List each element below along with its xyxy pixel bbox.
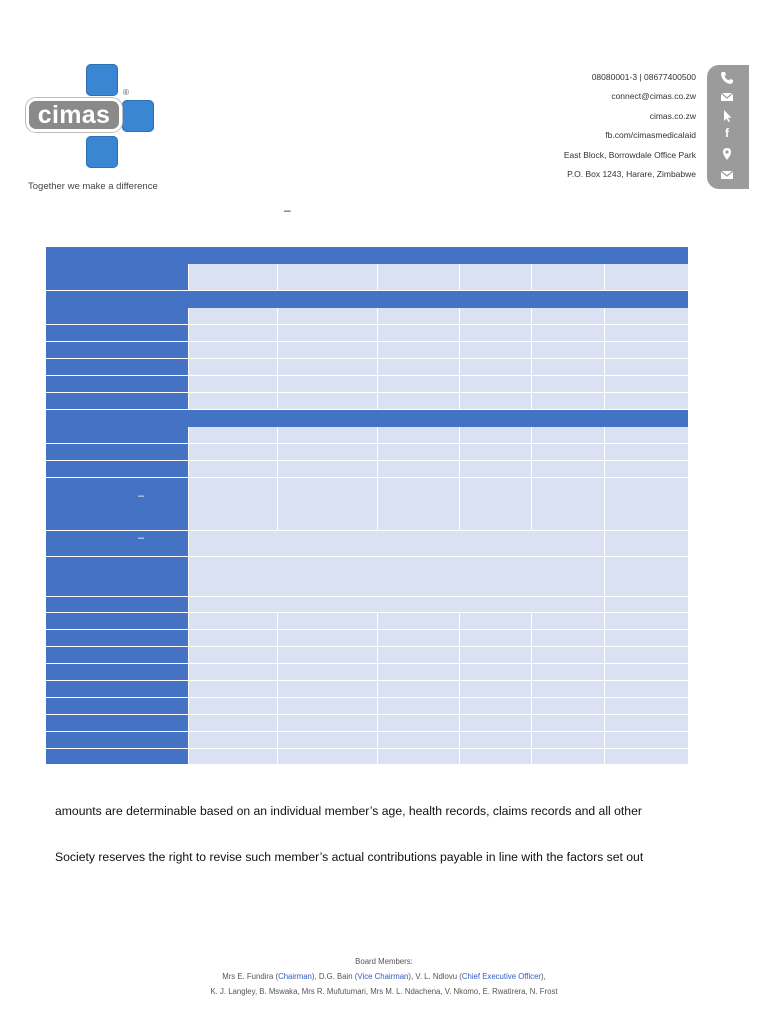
table-row	[46, 647, 688, 664]
row-label-cell	[46, 478, 188, 531]
table-row	[46, 478, 688, 531]
value-cell	[277, 461, 377, 478]
title-dash: –	[284, 203, 291, 217]
body-text-line-2: Society reserves the right to revise such member’s actual contributions payable in line with the factors set out	[55, 850, 644, 864]
value-cell	[377, 376, 459, 393]
value-cell	[531, 461, 604, 478]
value-cell	[604, 557, 688, 597]
value-cell	[188, 715, 277, 732]
value-cell	[188, 664, 277, 681]
value-cell	[188, 325, 277, 342]
value-cell	[277, 444, 377, 461]
value-cell	[377, 478, 459, 531]
value-cell	[531, 393, 604, 410]
value-cell	[531, 359, 604, 376]
contact-phone: 08080001-3 | 08677400500	[591, 72, 696, 82]
value-cell	[277, 630, 377, 647]
value-cell	[277, 715, 377, 732]
value-cell	[604, 325, 688, 342]
table-row	[46, 698, 688, 715]
value-cell	[188, 647, 277, 664]
value-cell	[531, 732, 604, 749]
value-cell	[377, 681, 459, 698]
value-cell	[188, 308, 277, 325]
value-cell	[531, 444, 604, 461]
row-label-cell	[46, 308, 188, 325]
value-cell	[459, 630, 531, 647]
table-row	[46, 613, 688, 630]
value-cell	[459, 342, 531, 359]
value-cell	[277, 427, 377, 444]
value-cell	[604, 376, 688, 393]
board-members-line-2: K. J. Langley, B. Mswaka, Mrs R. Mufutumari, Mrs M. L. Ndachena, V. Nkomo, E. Rwatirera, N. Frost	[210, 987, 558, 996]
contact-website: cimas.co.zw	[649, 110, 696, 121]
value-cell	[604, 393, 688, 410]
value-cell	[188, 264, 277, 291]
row-label-cell	[46, 715, 188, 732]
row-label-cell	[46, 393, 188, 410]
table-row	[46, 597, 688, 613]
row-label-cell	[46, 749, 188, 765]
table-section-header	[46, 291, 688, 308]
value-cell	[604, 664, 688, 681]
value-cell	[277, 664, 377, 681]
row-label-cell	[46, 325, 188, 342]
row-label-cell	[46, 264, 188, 291]
value-cell	[459, 264, 531, 291]
table-row	[46, 308, 688, 325]
value-cell	[531, 325, 604, 342]
role-ceo: Chief Executive Officer	[461, 972, 542, 981]
value-cell	[604, 613, 688, 630]
table-row	[46, 531, 688, 557]
location-icon	[720, 147, 734, 161]
value-cell	[459, 444, 531, 461]
row-label-cell	[46, 359, 188, 376]
value-cell	[459, 393, 531, 410]
row-label-cell	[46, 630, 188, 647]
contact-details	[436, 70, 696, 186]
value-cell	[277, 647, 377, 664]
value-cell	[459, 613, 531, 630]
row-label-cell	[46, 613, 188, 630]
value-cell	[277, 478, 377, 531]
value-cell	[604, 342, 688, 359]
value-cell	[377, 264, 459, 291]
table-row	[46, 264, 688, 291]
value-cell	[188, 531, 604, 557]
row-label-cell	[46, 444, 188, 461]
value-cell	[277, 613, 377, 630]
value-cell	[277, 359, 377, 376]
table-row	[46, 342, 688, 359]
value-cell	[188, 444, 277, 461]
row-label-cell	[46, 597, 188, 613]
value-cell	[459, 715, 531, 732]
value-cell	[277, 376, 377, 393]
contact-po-box: P.O. Box 1243, Harare, Zimbabwe	[567, 168, 696, 179]
row-label-cell	[46, 531, 188, 557]
table-row	[46, 444, 688, 461]
value-cell	[188, 681, 277, 698]
value-cell	[188, 342, 277, 359]
value-cell	[459, 664, 531, 681]
value-cell	[377, 308, 459, 325]
role-chairman: Chairman	[278, 972, 312, 981]
value-cell	[604, 647, 688, 664]
contribution-table	[46, 247, 688, 765]
table-row	[46, 749, 688, 765]
value-cell	[188, 597, 604, 613]
value-cell	[459, 681, 531, 698]
table-row	[46, 664, 688, 681]
value-cell	[531, 647, 604, 664]
body-text-line-1: amounts are determinable based on an individual member’s age, health records, claims records and all other	[55, 804, 642, 818]
value-cell	[531, 664, 604, 681]
contact-facebook: fb.com/cimasmedicalaid	[605, 130, 696, 141]
value-cell	[531, 715, 604, 732]
value-cell	[604, 531, 688, 557]
value-cell	[604, 698, 688, 715]
board-members-line-1	[0, 972, 768, 981]
value-cell	[277, 308, 377, 325]
value-cell	[377, 647, 459, 664]
value-cell	[604, 444, 688, 461]
value-cell	[188, 613, 277, 630]
registered-mark: ®	[123, 88, 129, 97]
row-label-cell	[46, 427, 188, 444]
value-cell	[377, 664, 459, 681]
value-cell	[188, 478, 277, 531]
value-cell	[531, 308, 604, 325]
value-cell	[277, 732, 377, 749]
value-cell	[459, 647, 531, 664]
board-members-title: Board Members:	[355, 957, 413, 966]
logo-cross-top	[86, 64, 118, 96]
value-cell	[531, 342, 604, 359]
value-cell	[531, 478, 604, 531]
value-cell	[188, 749, 277, 765]
table-row	[46, 557, 688, 597]
mail-icon	[720, 90, 734, 104]
role-vice-chairman: Vice Chairman	[357, 972, 409, 981]
row-label-cell	[46, 557, 188, 597]
table-row	[46, 681, 688, 698]
cimas-logo	[26, 64, 160, 168]
table-row	[46, 732, 688, 749]
value-cell	[277, 342, 377, 359]
value-cell	[459, 749, 531, 765]
tagline: Together we make a difference	[28, 181, 158, 192]
value-cell	[531, 749, 604, 765]
value-cell	[188, 557, 604, 597]
value-cell	[604, 461, 688, 478]
value-cell	[604, 681, 688, 698]
row-label-cell	[46, 342, 188, 359]
value-cell	[604, 749, 688, 765]
contact-email: connect@cimas.co.zw	[611, 91, 696, 102]
value-cell	[277, 393, 377, 410]
value-cell	[459, 461, 531, 478]
contact-icon-bar	[707, 65, 749, 189]
value-cell	[188, 376, 277, 393]
contact-address: East Block, Borrowdale Office Park	[563, 149, 696, 160]
value-cell	[531, 630, 604, 647]
value-cell	[277, 698, 377, 715]
value-cell	[377, 342, 459, 359]
value-cell	[188, 698, 277, 715]
value-cell	[377, 732, 459, 749]
value-cell	[531, 427, 604, 444]
value-cell	[459, 698, 531, 715]
value-cell	[604, 715, 688, 732]
value-cell	[459, 427, 531, 444]
value-cell	[377, 325, 459, 342]
table-row	[46, 393, 688, 410]
board-text: ), V. L. Ndlovu (	[408, 972, 462, 981]
board-text: Mrs E. Fundira (	[222, 972, 279, 981]
value-cell	[604, 630, 688, 647]
value-cell	[188, 359, 277, 376]
row-label-cell	[46, 698, 188, 715]
value-cell	[531, 698, 604, 715]
value-cell	[377, 749, 459, 765]
value-cell	[531, 264, 604, 291]
value-cell	[459, 478, 531, 531]
value-cell	[531, 376, 604, 393]
value-cell	[377, 698, 459, 715]
value-cell	[188, 461, 277, 478]
logo-wordmark: cimas	[37, 101, 111, 129]
value-cell	[188, 393, 277, 410]
value-cell	[377, 715, 459, 732]
value-cell	[604, 264, 688, 291]
value-cell	[459, 732, 531, 749]
value-cell	[377, 461, 459, 478]
value-cell	[188, 732, 277, 749]
value-cell	[604, 427, 688, 444]
value-cell	[604, 478, 688, 531]
value-cell	[377, 427, 459, 444]
mail-icon	[720, 168, 734, 182]
label-dash: –	[138, 532, 145, 544]
table-row	[46, 325, 688, 342]
table-row	[46, 715, 688, 732]
row-label-cell	[46, 461, 188, 478]
value-cell	[377, 359, 459, 376]
table-row	[46, 376, 688, 393]
value-cell	[459, 325, 531, 342]
table-row	[46, 461, 688, 478]
value-cell	[604, 308, 688, 325]
value-cell	[459, 308, 531, 325]
logo-cross-bottom	[86, 136, 118, 168]
row-label-cell	[46, 376, 188, 393]
logo-cross-right	[122, 100, 154, 132]
value-cell	[531, 681, 604, 698]
row-label-cell	[46, 681, 188, 698]
value-cell	[459, 376, 531, 393]
value-cell	[188, 630, 277, 647]
cursor-icon	[720, 109, 734, 123]
value-cell	[188, 427, 277, 444]
value-cell	[277, 325, 377, 342]
row-label-cell	[46, 664, 188, 681]
table-row	[46, 427, 688, 444]
label-dash: –	[138, 490, 145, 502]
facebook-icon: f	[725, 126, 729, 140]
table-section-header	[46, 247, 688, 264]
value-cell	[377, 630, 459, 647]
board-text: ), D.G. Bain (	[311, 972, 358, 981]
value-cell	[531, 613, 604, 630]
value-cell	[377, 444, 459, 461]
table-row	[46, 630, 688, 647]
value-cell	[377, 393, 459, 410]
board-text: ),	[541, 972, 546, 981]
value-cell	[459, 359, 531, 376]
value-cell	[277, 749, 377, 765]
value-cell	[604, 597, 688, 613]
table-section-header	[46, 410, 688, 427]
value-cell	[277, 681, 377, 698]
row-label-cell	[46, 647, 188, 664]
value-cell	[604, 359, 688, 376]
value-cell	[377, 613, 459, 630]
table-row	[46, 359, 688, 376]
value-cell	[277, 264, 377, 291]
value-cell	[604, 732, 688, 749]
row-label-cell	[46, 732, 188, 749]
phone-icon	[720, 71, 734, 85]
